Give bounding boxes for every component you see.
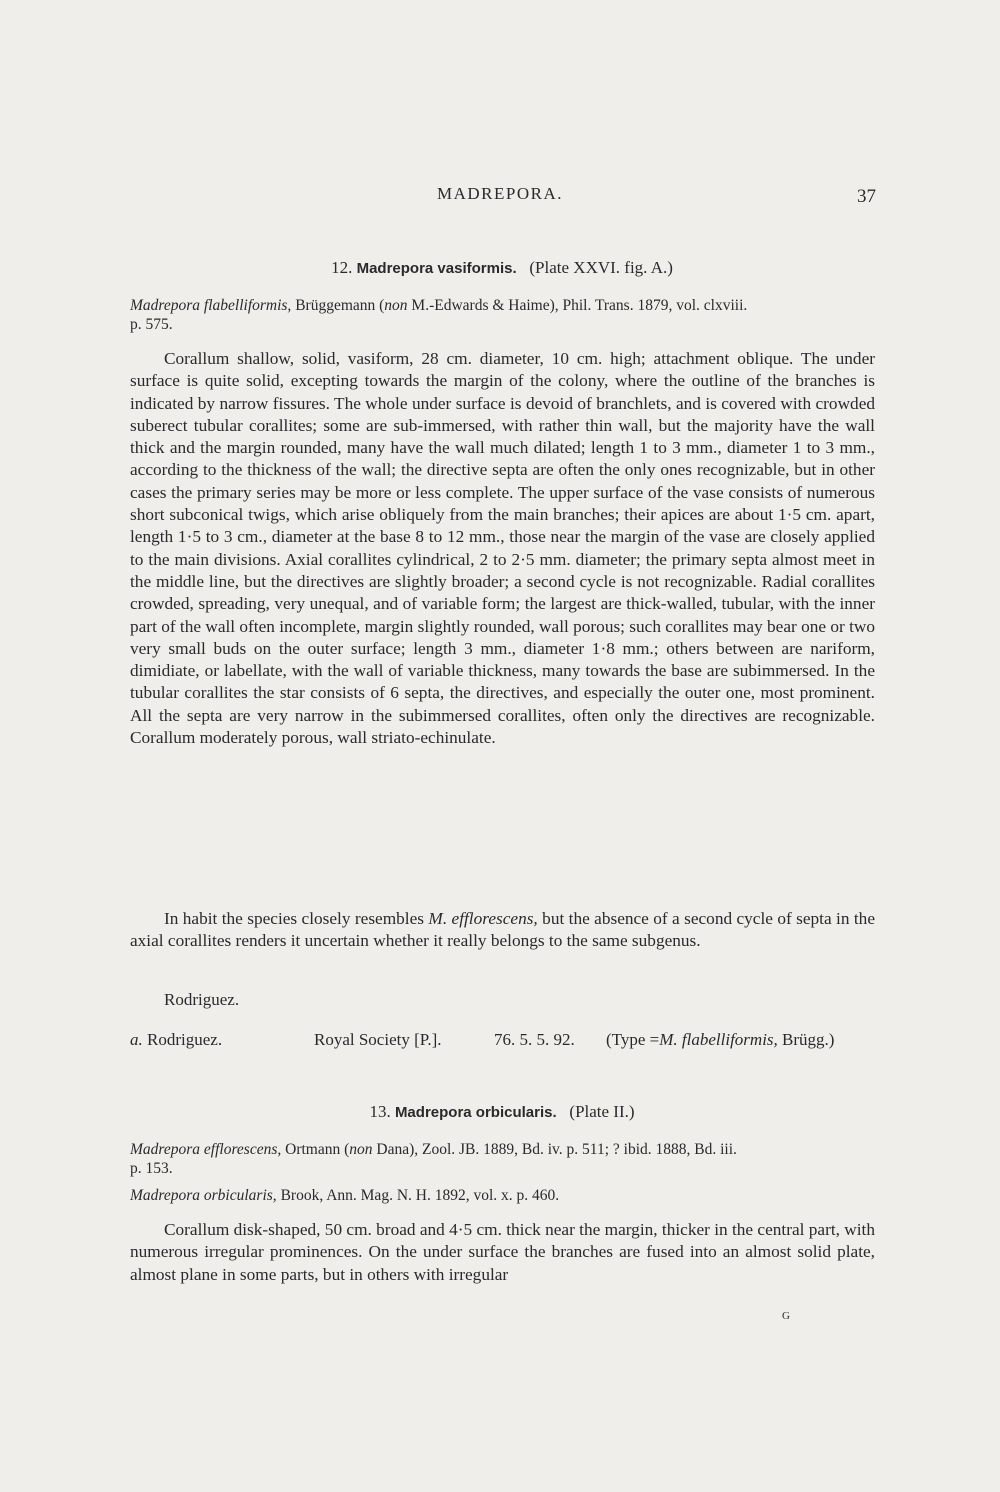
species-12-number: 12.: [331, 258, 353, 277]
running-head: MADREPORA.: [437, 184, 563, 203]
species-12-name: Madrepora vasiformis.: [356, 260, 517, 277]
species-12-plate: (Plate XXVI. fig. A.): [529, 258, 673, 277]
species-13-description: Corallum disk-shaped, 50 cm. broad and 4·5 cm. thick near the margin, thicker in the central part, with numerous irregular prominences. On the under surface the branches are fused into an almost solid plate, almost plane in some parts, but in others with irregular: [130, 1220, 875, 1284]
species-12-locality: Rodriguez.: [164, 990, 240, 1009]
specimen-register: 76. 5. 5. 92.: [494, 1030, 575, 1049]
species-13-heading: [130, 1102, 874, 1122]
species-12-remark: In habit the species closely resembles M. efflorescens, but the absence of a second cycle of septa in the axial corallites renders it uncertain whether it really belongs to the same subgenus.: [130, 909, 875, 951]
specimen-letter: a. Rodriguez.: [130, 1030, 223, 1049]
page-number: 37: [857, 186, 876, 207]
specimen-source: Royal Society [P.].: [314, 1030, 442, 1049]
synonym-reference: M.-Edwards & Haime), Phil. Trans. 1879, vol. clxviii.: [411, 297, 748, 314]
synonym-non: non: [384, 297, 408, 314]
species-12-description: Corallum shallow, solid, vasiform, 28 cm. diameter, 10 cm. high; attachment oblique. The under surface is quite solid, excepting towards the margin of the colony, where the outline of the branches is indicated by narrow fissures. The whole under surface is devoid of branchlets, and is covered with crowded suberect tubular corallites; some are sub-immersed, with rather thin wall, but the majority have the wall thick and the margin rounded, many have the wall much dilated; length 1 to 3 mm., diameter 1 to 3 mm., according to the thickness of the wall; the directive septa are often the only ones recognizable, but in other cases the primary series may be more or less complete. The upper surface of the vase consists of numerous short subconical twigs, which arise obliquely from the main branches; their apices are about 1·5 cm. apart, length 1·5 to 3 cm., diameter at the base 8 to 12 mm., those near the margin of the vase are closely applied to the main divisions. Axial corallites cylindrical, 2 to 2·5 mm. diameter; the primary septa almost meet in the middle line, but the directives are slightly broader; a second cycle is not recognizable. Radial corallites crowded, spreading, very unequal, and of variable form; the largest are thick-walled, tubular, with the inner part of the wall often incomplete, margin slightly rounded, wall porous; such corallites may bear one or two very small buds on the outer surface; length 3 mm., diameter 1·8 mm.; others between are nariform, dimidiate, or labellate, with the wall of variable thickness, many towards the base are subimmersed. In the tubular corallites the star consists of 6 septa, the directives, and especially the outer one, most prominent. All the septa are very narrow in the subimmersed corallites, often only the directives are recognizable. Corallum moderately porous, wall striato-echinulate.: [130, 349, 875, 748]
synonym-author: Brüggemann (: [295, 297, 385, 314]
synonym-page: p. 575.: [130, 316, 173, 333]
signature-mark: G: [782, 1310, 791, 1322]
species-13-number: 13.: [369, 1102, 391, 1121]
species-12-heading: [130, 258, 874, 278]
species-13-synonymy-1: Madrepora efflorescens, Ortmann (non Dana), Zool. JB. 1889, Bd. iv. p. 511; ? ibid. 1888, Bd. iii. p. 153.: [130, 1141, 737, 1177]
synonym-genus: Madrepora flabelliformis,: [130, 297, 292, 314]
remark-species: M. efflorescens,: [428, 909, 538, 928]
species-12-synonymy: [130, 296, 874, 334]
species-13-synonymy-2: Madrepora orbicularis, Brook, Ann. Mag. N. H. 1892, vol. x. p. 460.: [130, 1187, 560, 1204]
species-13-name: Madrepora orbicularis.: [394, 1104, 557, 1121]
species-13-plate: (Plate II.): [569, 1102, 635, 1121]
specimen-type: (Type =M. flabelliformis, Brügg.): [606, 1030, 835, 1049]
